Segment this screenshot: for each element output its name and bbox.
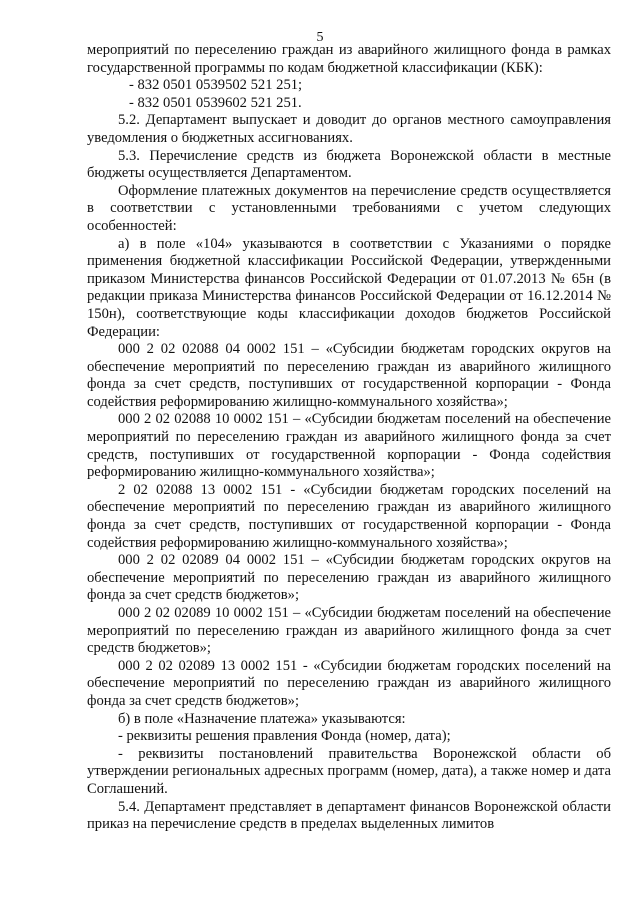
paragraph-kbk-code-1: - 832 0501 0539502 521 251; (129, 77, 303, 94)
paragraph-code-02088-10: 000 2 02 02088 10 0002 151 – «Субсидии бюджетам поселений на обеспечение мероприятий по переселению граждан из аварийного жилищного фонда за счет средств, поступивших от государственной корпорации - Фонда содействия реформированию жилищно-коммунального хозяйства»; (87, 411, 611, 481)
paragraph-code-02089-04: 000 2 02 02089 04 0002 151 – «Субсидии бюджетам городских округов на обеспечение мероприятий по переселению граждан из аварийного жилищного фонда за счет средств бюджетов»; (87, 552, 611, 604)
paragraph-kbk-intro: мероприятий по переселению граждан из аварийного жилищного фонда в рамках государственной программы по кодам бюджетной классификации (КБК): (87, 42, 611, 76)
paragraph-field-104: а) в поле «104» указываются в соответствии с Указаниями о порядке применения бюджетной классификации Российской Федерации, утвержденными приказом Министерства финансов Российской Федерации от 01.07.2013 № 65н (в редакции приказа Министерства финансов Российской Федерации от 16.12.2014 № 150н), соответствующие коды классификации доходов бюджетов Российской Федерации: (87, 235, 611, 340)
paragraph-payment-purpose: б) в поле «Назначение платежа» указываются: (118, 710, 406, 727)
paragraph-fund-decision: - реквизиты решения правления Фонда (номер, дата); (118, 728, 451, 745)
paragraph-code-02089-13: 000 2 02 02089 13 0002 151 - «Субсидии бюджетам городских поселений на обеспечение мероприятий по переселению граждан из аварийного жилищного фонда за счет средств бюджетов»; (87, 657, 611, 709)
paragraph-code-02089-10: 000 2 02 02089 10 0002 151 – «Субсидии бюджетам поселений на обеспечение мероприятий по переселению граждан из аварийного жилищного фонда за счет средств бюджетов»; (87, 605, 611, 657)
paragraph-code-02088-13: 2 02 02088 13 0002 151 - «Субсидии бюджетам городских поселений на обеспечение мероприятий по переселению граждан из аварийного жилищного фонда за счет средств, поступивших от государственной корпорации - Фонда содействия реформированию жилищно-коммунального хозяйства»; (87, 481, 611, 551)
paragraph-5-2: 5.2. Департамент выпускает и доводит до органов местного самоуправления уведомления о бюджетных ассигнованиях. (87, 112, 611, 146)
paragraph-5-3: 5.3. Перечисление средств из бюджета Воронежской области в местные бюджеты осуществляется Департаментом. (87, 147, 611, 182)
paragraph-kbk-code-2: - 832 0501 0539602 521 251. (129, 94, 302, 111)
paragraph-5-4: 5.4. Департамент представляет в департамент финансов Воронежской области приказ на перечисление средств в пределах выделенных лимитов (87, 798, 611, 833)
page-number: 5 (316, 30, 324, 45)
document-body (87, 42, 611, 834)
paragraph-payment-docs: Оформление платежных документов на перечисление средств осуществляется в соответствии с установленными требованиями с учетом следующих особенностей: (87, 182, 611, 234)
paragraph-government-resolutions: - реквизиты постановлений правительства Воронежской области об утверждении региональных адресных программ (номер, дата), а также номер и дата Соглашений. (87, 745, 611, 797)
paragraph-code-02088-04: 000 2 02 02088 04 0002 151 – «Субсидии бюджетам городских округов на обеспечение мероприятий по переселению граждан из аварийного жилищного фонда за счет средств, поступивших от государственной корпорации - Фонда содействия реформированию жилищно-коммунального хозяйства»; (87, 341, 611, 410)
